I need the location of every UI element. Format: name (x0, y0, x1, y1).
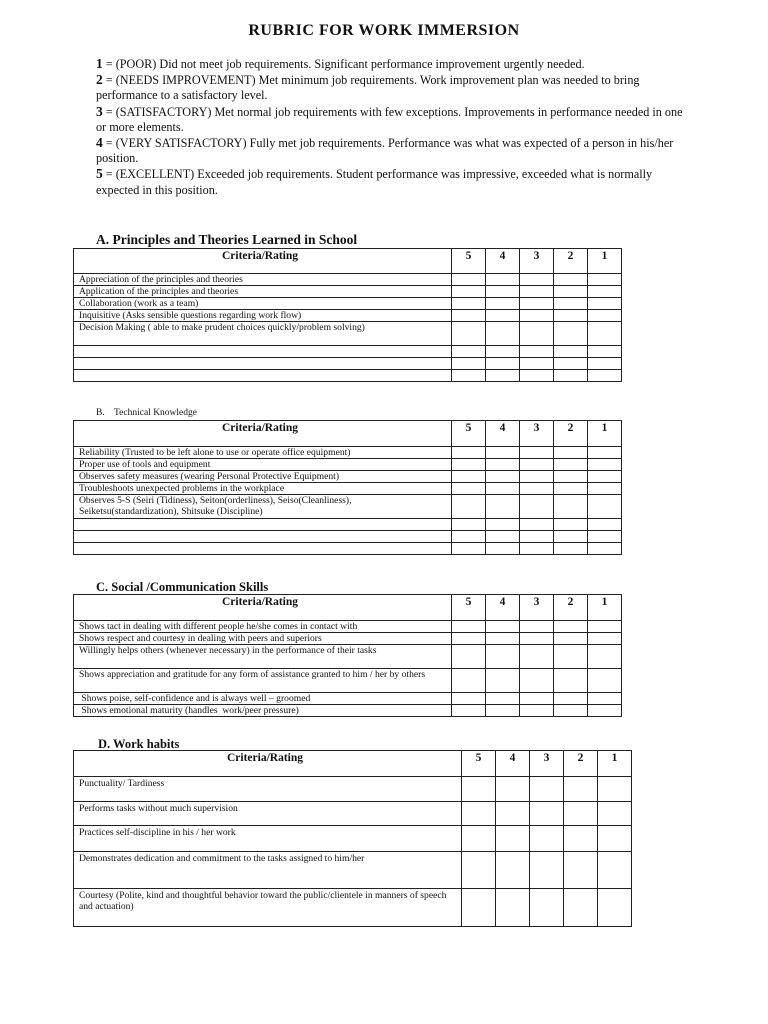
rating-cell[interactable] (452, 310, 486, 322)
criterion-label: Shows respect and courtesy in dealing with peers and superiors (74, 633, 452, 645)
rating-cell[interactable] (452, 621, 486, 633)
rating-cell[interactable] (520, 370, 554, 382)
table-row (74, 495, 622, 519)
rating-cell[interactable] (554, 633, 588, 645)
criterion-label: Application of the principles and theories (74, 286, 452, 298)
rating-cell[interactable] (452, 298, 486, 310)
criterion-label: Proper use of tools and equipment (74, 459, 452, 471)
rating-cell[interactable] (520, 459, 554, 471)
criterion-label: Troubleshoots unexpected problems in the workplace (74, 483, 452, 495)
table-row (74, 370, 622, 382)
rating-cell[interactable] (452, 543, 486, 555)
rating-cell[interactable] (554, 471, 588, 483)
rating-header: 5 (452, 595, 486, 621)
criterion-label: Reliability (Trusted to be left alone to use or operate office equipment) (74, 447, 452, 459)
table-row (74, 543, 622, 555)
rating-cell[interactable] (588, 633, 622, 645)
criterion-label: Observes safety measures (wearing Personal Protective Equipment) (74, 471, 452, 483)
rating-cell[interactable] (554, 669, 588, 693)
rating-cell[interactable] (554, 645, 588, 669)
rating-cell[interactable] (520, 669, 554, 693)
rating-cell[interactable] (554, 531, 588, 543)
table-row (74, 852, 632, 889)
rating-header: 2 (554, 421, 588, 447)
rating-cell[interactable] (520, 621, 554, 633)
rating-cell[interactable] (486, 531, 520, 543)
rating-cell[interactable] (598, 802, 632, 826)
rating-cell[interactable] (554, 621, 588, 633)
criterion-label (74, 543, 452, 555)
rating-cell[interactable] (496, 777, 530, 802)
rating-header: 4 (486, 249, 520, 274)
rating-cell[interactable] (554, 346, 588, 358)
rating-cell[interactable] (554, 298, 588, 310)
rating-cell[interactable] (554, 483, 588, 495)
rating-cell[interactable] (520, 495, 554, 519)
section-c-heading: C. Social /Communication Skills (96, 580, 269, 594)
rating-header: 4 (496, 751, 530, 777)
rating-cell[interactable] (588, 621, 622, 633)
rating-cell[interactable] (588, 693, 622, 705)
rating-cell[interactable] (598, 826, 632, 852)
criteria-header: Criteria/Rating (74, 249, 452, 274)
section-b-table (73, 420, 622, 555)
rating-cell[interactable] (588, 310, 622, 322)
rating-cell[interactable] (496, 852, 530, 889)
rating-cell[interactable] (496, 826, 530, 852)
table-header-row (74, 249, 622, 274)
criterion-label: Punctuality/ Tardiness (74, 777, 462, 802)
rating-cell[interactable] (588, 669, 622, 693)
table-row (74, 274, 622, 286)
page-title: RUBRIC FOR WORK IMMERSION (248, 22, 520, 39)
rating-cell[interactable] (520, 298, 554, 310)
rating-cell[interactable] (486, 693, 520, 705)
criterion-label: Inquisitive (Asks sensible questions regarding work flow) (74, 310, 452, 322)
table-row (74, 777, 632, 802)
criteria-header: Criteria/Rating (74, 751, 462, 777)
rating-cell[interactable] (598, 852, 632, 889)
rating-cell[interactable] (588, 495, 622, 519)
rating-cell[interactable] (452, 459, 486, 471)
rating-cell[interactable] (588, 370, 622, 382)
rating-cell[interactable] (588, 322, 622, 346)
rating-cell[interactable] (520, 705, 554, 717)
rating-cell[interactable] (486, 322, 520, 346)
criterion-label (74, 519, 452, 531)
rating-cell[interactable] (486, 370, 520, 382)
rating-cell[interactable] (462, 826, 496, 852)
rating-cell[interactable] (530, 802, 564, 826)
criterion-label: Demonstrates dedication and commitment to the tasks assigned to him/her (74, 852, 462, 889)
rating-cell[interactable] (588, 298, 622, 310)
rating-cell[interactable] (598, 889, 632, 927)
criterion-label (74, 358, 452, 370)
rating-cell[interactable] (520, 286, 554, 298)
rating-cell[interactable] (462, 889, 496, 927)
table-row (74, 531, 622, 543)
section-c-table (73, 594, 622, 717)
rating-cell[interactable] (554, 358, 588, 370)
rating-cell[interactable] (530, 852, 564, 889)
rating-cell[interactable] (598, 777, 632, 802)
rating-cell[interactable] (554, 286, 588, 298)
table-row (74, 645, 622, 669)
table-row (74, 310, 622, 322)
rating-cell[interactable] (588, 543, 622, 555)
rating-cell[interactable] (486, 310, 520, 322)
rating-header: 3 (520, 421, 554, 447)
rating-cell[interactable] (486, 621, 520, 633)
rating-cell[interactable] (486, 519, 520, 531)
rating-cell[interactable] (496, 889, 530, 927)
rating-cell[interactable] (564, 777, 598, 802)
rating-scale (96, 56, 686, 198)
rating-header: 3 (530, 751, 564, 777)
scale-level-4: 4 = (VERY SATISFACTORY) Fully met job requirements. Performance was what was expected of a person in his/her position. (96, 135, 674, 166)
criterion-label: Shows appreciation and gratitude for any form of assistance granted to him / her by others (74, 669, 452, 693)
table-row (74, 802, 632, 826)
rating-header: 4 (486, 595, 520, 621)
rating-cell[interactable] (520, 447, 554, 459)
rating-cell[interactable] (496, 802, 530, 826)
rating-cell[interactable] (520, 274, 554, 286)
rating-cell[interactable] (452, 669, 486, 693)
rating-cell[interactable] (452, 693, 486, 705)
rating-cell[interactable] (554, 322, 588, 346)
rating-cell[interactable] (486, 471, 520, 483)
rating-cell[interactable] (452, 705, 486, 717)
table-row (74, 346, 622, 358)
rating-cell[interactable] (486, 543, 520, 555)
rating-cell[interactable] (486, 358, 520, 370)
rating-cell[interactable] (452, 447, 486, 459)
rating-cell[interactable] (588, 346, 622, 358)
rating-cell[interactable] (588, 471, 622, 483)
table-row (74, 471, 622, 483)
rating-cell[interactable] (588, 645, 622, 669)
rating-cell[interactable] (588, 358, 622, 370)
criterion-label (74, 531, 452, 543)
rating-cell[interactable] (588, 483, 622, 495)
rating-header: 3 (520, 249, 554, 274)
rating-header: 5 (452, 249, 486, 274)
criterion-label (74, 370, 452, 382)
rating-cell[interactable] (452, 495, 486, 519)
rating-cell[interactable] (520, 346, 554, 358)
scale-level-3: 3 = (SATISFACTORY) Met normal job requirements with few exceptions. Improvements in performance needed in one or more elements. (96, 103, 683, 134)
rating-cell[interactable] (554, 274, 588, 286)
rating-cell[interactable] (452, 633, 486, 645)
section-d-table (73, 750, 632, 927)
rating-cell[interactable] (520, 633, 554, 645)
rating-cell[interactable] (588, 459, 622, 471)
section-b-heading: B. Technical Knowledge (96, 408, 197, 418)
rating-cell[interactable] (486, 346, 520, 358)
rating-cell[interactable] (452, 286, 486, 298)
criterion-label: Practices self-discipline in his / her work (74, 826, 462, 852)
table-header-row (74, 421, 622, 447)
rating-cell[interactable] (554, 519, 588, 531)
rating-cell[interactable] (564, 852, 598, 889)
rating-cell[interactable] (554, 543, 588, 555)
rating-cell[interactable] (520, 543, 554, 555)
scale-level-1: 1 = (POOR) Did not meet job requirements. Significant performance improvement urgently needed. (96, 56, 585, 71)
section-a-table (73, 248, 622, 382)
section-a-heading: A. Principles and Theories Learned in School (96, 232, 358, 247)
rating-cell[interactable] (486, 286, 520, 298)
rating-cell[interactable] (486, 645, 520, 669)
rating-header: 1 (598, 751, 632, 777)
table-row (74, 633, 622, 645)
rating-header: 2 (554, 249, 588, 274)
rating-cell[interactable] (520, 645, 554, 669)
rating-cell[interactable] (452, 346, 486, 358)
rating-cell[interactable] (452, 483, 486, 495)
criterion-label: Observes 5-S (Seiri (Tidiness), Seiton(orderliness), Seiso(Cleanliness), Seiketsu(standardization), Shitsuke (Discipline) (74, 495, 452, 519)
rating-header: 3 (520, 595, 554, 621)
rating-header: 1 (588, 595, 622, 621)
table-row (74, 459, 622, 471)
criterion-label (74, 346, 452, 358)
rating-cell[interactable] (452, 274, 486, 286)
rating-cell[interactable] (462, 777, 496, 802)
criterion-label: Shows emotional maturity (handles work/peer pressure) (74, 705, 452, 717)
rating-cell[interactable] (486, 495, 520, 519)
rating-cell[interactable] (486, 459, 520, 471)
rating-cell[interactable] (554, 310, 588, 322)
criterion-label: Performs tasks without much supervision (74, 802, 462, 826)
rating-cell[interactable] (520, 531, 554, 543)
rating-cell[interactable] (452, 519, 486, 531)
rating-header: 5 (452, 421, 486, 447)
rating-cell[interactable] (452, 322, 486, 346)
table-row (74, 298, 622, 310)
rating-header: 1 (588, 421, 622, 447)
section-d-heading: D. Work habits (98, 737, 180, 751)
rating-cell[interactable] (588, 447, 622, 459)
rating-cell[interactable] (554, 495, 588, 519)
rating-cell[interactable] (520, 693, 554, 705)
criterion-label: Courtesy (Polite, kind and thoughtful behavior toward the public/clientele in manners of speech and actuation) (74, 889, 462, 927)
table-header-row (74, 751, 632, 777)
rating-cell[interactable] (520, 310, 554, 322)
criterion-label: Shows tact in dealing with different people he/she comes in contact with (74, 621, 452, 633)
scale-level-2: 2 = (NEEDS IMPROVEMENT) Met minimum job requirements. Work improvement plan was needed to bring performance to a satisfactory level. (96, 72, 640, 103)
rating-cell[interactable] (520, 358, 554, 370)
rating-cell[interactable] (452, 471, 486, 483)
criterion-label: Appreciation of the principles and theories (74, 274, 452, 286)
table-row (74, 693, 622, 705)
rating-cell[interactable] (486, 298, 520, 310)
rating-cell[interactable] (452, 645, 486, 669)
rating-cell[interactable] (588, 286, 622, 298)
rating-header: 5 (462, 751, 496, 777)
rating-cell[interactable] (486, 483, 520, 495)
rating-cell[interactable] (588, 531, 622, 543)
rating-cell[interactable] (588, 274, 622, 286)
rating-cell[interactable] (520, 519, 554, 531)
rating-cell[interactable] (554, 459, 588, 471)
rating-cell[interactable] (486, 274, 520, 286)
criteria-header: Criteria/Rating (74, 421, 452, 447)
criterion-label: Decision Making ( able to make prudent choices quickly/problem solving) (74, 322, 452, 346)
rating-cell[interactable] (554, 705, 588, 717)
rating-cell[interactable] (486, 447, 520, 459)
rating-header: 2 (564, 751, 598, 777)
rating-cell[interactable] (462, 852, 496, 889)
scale-level-5: 5 = (EXCELLENT) Exceeded job requirements. Student performance was impressive, exceeded what is normally expected in this position. (96, 166, 653, 197)
rating-cell[interactable] (486, 669, 520, 693)
rating-cell[interactable] (520, 471, 554, 483)
rating-cell[interactable] (530, 777, 564, 802)
table-row (74, 826, 632, 852)
criterion-label: Willingly helps others (whenever necessary) in the performance of their tasks (74, 645, 452, 669)
rating-cell[interactable] (452, 358, 486, 370)
rating-cell[interactable] (564, 802, 598, 826)
rating-cell[interactable] (520, 483, 554, 495)
table-row (74, 889, 632, 927)
criterion-label: Collaboration (work as a team) (74, 298, 452, 310)
rating-cell[interactable] (486, 705, 520, 717)
rating-cell[interactable] (486, 633, 520, 645)
table-row (74, 286, 622, 298)
rating-header: 2 (554, 595, 588, 621)
rating-cell[interactable] (530, 889, 564, 927)
table-row (74, 322, 622, 346)
rating-cell[interactable] (588, 519, 622, 531)
rating-cell[interactable] (554, 370, 588, 382)
table-header-row (74, 595, 622, 621)
rating-cell[interactable] (564, 889, 598, 927)
rating-cell[interactable] (520, 322, 554, 346)
table-row (74, 621, 622, 633)
rating-header: 4 (486, 421, 520, 447)
rating-cell[interactable] (564, 826, 598, 852)
rating-cell[interactable] (530, 826, 564, 852)
criteria-header: Criteria/Rating (74, 595, 452, 621)
criterion-label: Shows poise, self-confidence and is always well – groomed (74, 693, 452, 705)
table-row (74, 358, 622, 370)
table-row (74, 669, 622, 693)
rating-cell[interactable] (452, 531, 486, 543)
rating-cell[interactable] (554, 447, 588, 459)
table-row (74, 447, 622, 459)
table-row (74, 519, 622, 531)
rating-cell[interactable] (554, 693, 588, 705)
rating-cell[interactable] (588, 705, 622, 717)
rating-cell[interactable] (462, 802, 496, 826)
rating-cell[interactable] (452, 370, 486, 382)
rating-header: 1 (588, 249, 622, 274)
table-row (74, 705, 622, 717)
table-row (74, 483, 622, 495)
